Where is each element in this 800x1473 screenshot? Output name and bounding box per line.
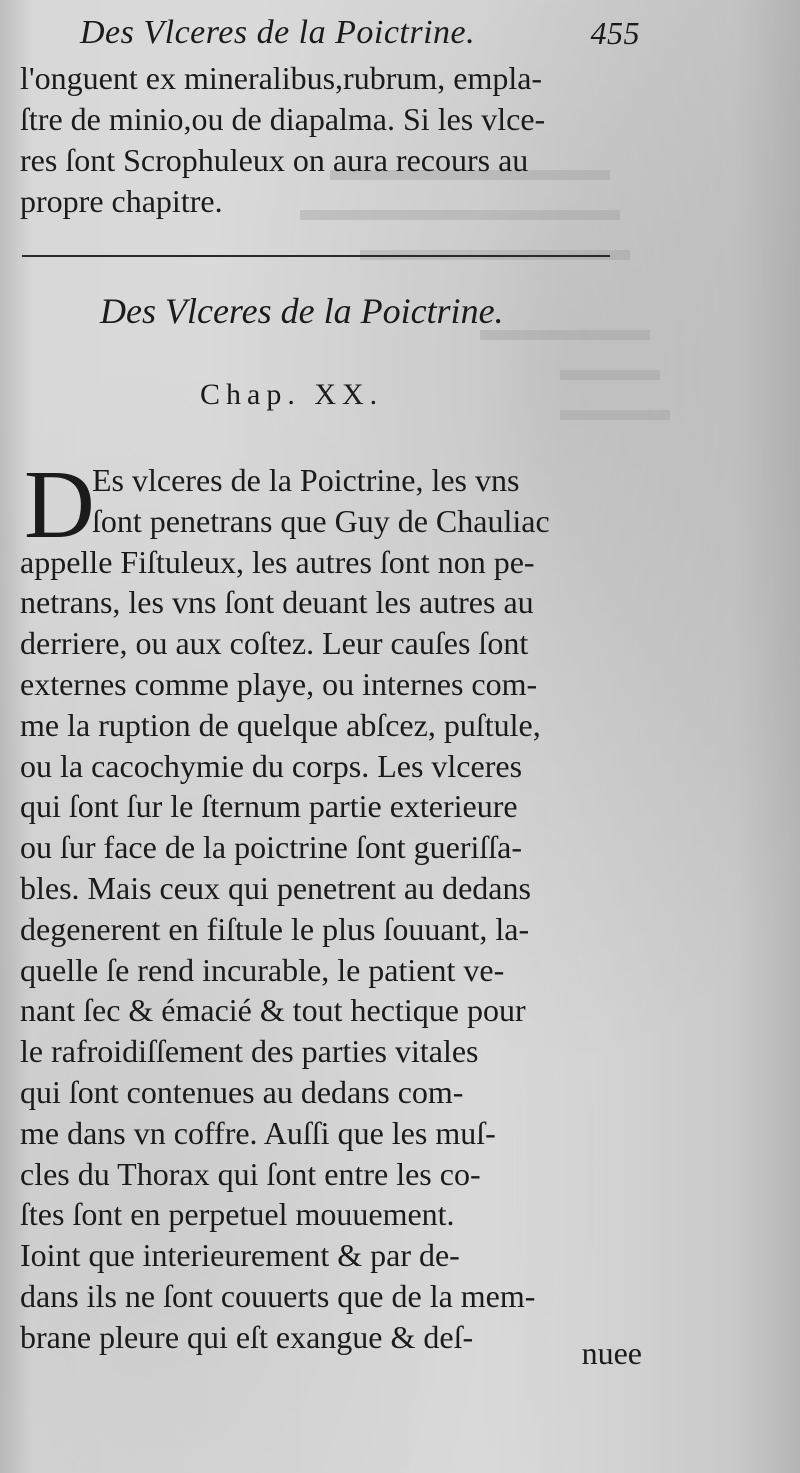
text-line: ou la cacochymie du corps. Les vlceres [20,747,523,784]
running-title: Des Vlceres de la Poictrine. [80,14,476,51]
page-number: 455 [590,14,640,51]
catchword: nuee [581,1335,642,1371]
text-line: me dans vn coffre. Auſſi que les muſ- [20,1114,496,1151]
text-line: qui ſont contenues au dedans com- [20,1074,464,1110]
text-line: le rafroidiſſement des parties vitales [20,1033,479,1070]
text-line: netrans, les vns ſont deuant les autres au [20,584,534,621]
text-line: cles du Thorax qui ſont entre les co- [20,1155,481,1192]
text-line: externes comme playe, ou internes com- [20,666,538,702]
text-line: propre chapitre. [20,183,223,219]
text-line: ſont penetrans que Guy de Chauliac [92,502,550,539]
text-line: derriere, ou aux coſtez. Leur cauſes ſont [20,625,529,662]
text-line: me la ruption de quelque abſcez, puſtule, [20,706,541,743]
section-divider [22,255,610,257]
text-line: ou ſur face de la poictrine ſont gueriſſa- [20,829,523,866]
text-line: quelle ſe rend incurable, le patient ve- [20,951,505,988]
text-line: ſtre de minio,ou de diapalma. Si les vlce- [20,101,546,137]
section-title: Des Vlceres de la Poictrine. [100,291,504,331]
text-line: Ioint que interieurement & par de- [20,1237,460,1274]
chapter-heading: Chap. XX. [200,378,384,411]
text-line: dans ils ne ſont couuerts que de la mem- [20,1278,536,1314]
text-line: bles. Mais ceux qui penetrent au dedans [20,870,531,906]
text-line: appelle Fiſtuleux, les autres ſont non pe- [20,543,535,580]
text-line: nant ſec & émacié & tout hectique pour [20,992,526,1029]
text-line: Es vlceres de la Poictrine, les vns [92,462,520,498]
text-line: ſtes ſont en perpetuel mouuement. [20,1196,455,1233]
text-line: qui ſont ſur le ſternum partie exterieure [20,788,518,825]
text-line: res ſont Scrophuleux on aura recours au [20,142,529,178]
running-header [80,8,640,58]
text-line: l'onguent ex mineralibus,rubrum, empla- [20,60,543,96]
text-line: degenerent en fiſtule le plus ſouuant, la- [20,910,530,947]
drop-capital: D [24,451,95,559]
text-line: brane pleure qui eſt exangue & deſ- [20,1318,474,1355]
